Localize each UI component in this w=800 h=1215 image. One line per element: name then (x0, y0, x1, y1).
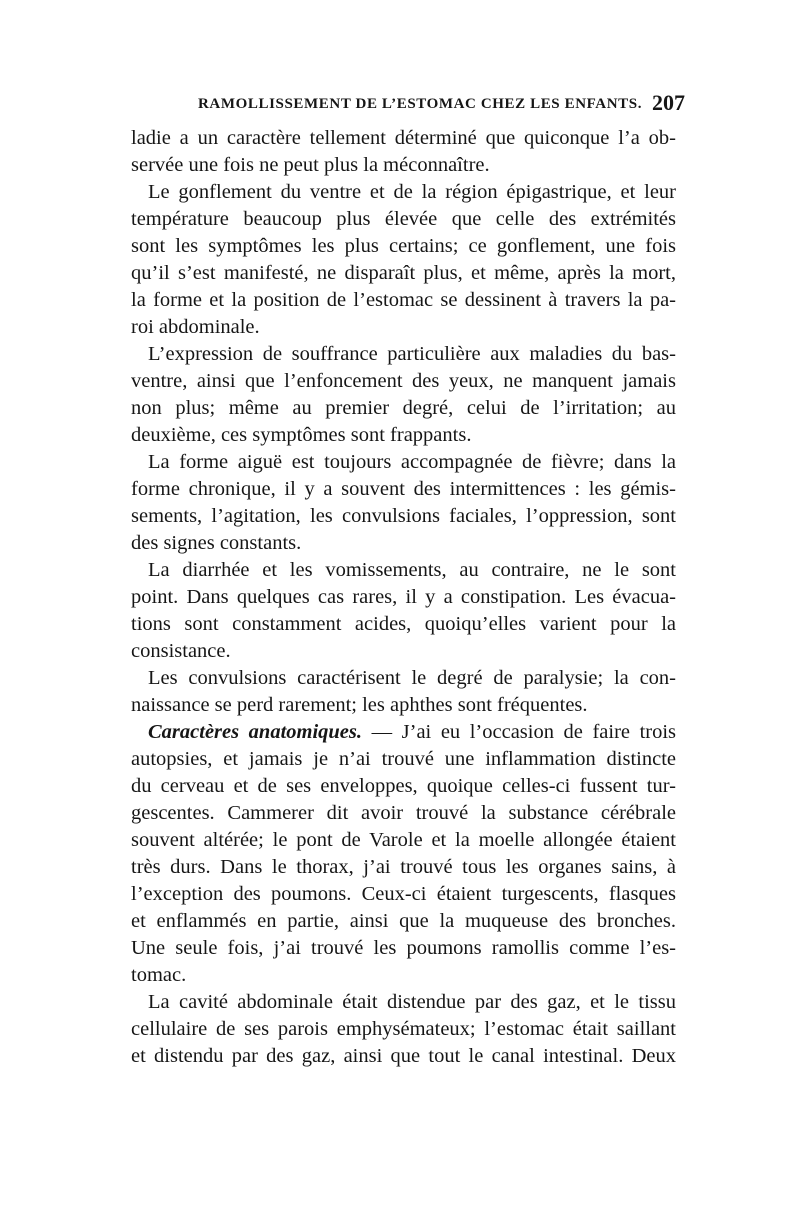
text-line: et distendu par des gaz, ainsi que tout le canal intestinal. Deux (131, 1045, 676, 1067)
text-line: tions sont constamment acides, quoiqu’elles varient pour la (131, 613, 676, 635)
text-line: roi abdominale. (131, 316, 260, 338)
text-line: Le gonflement du ventre et de la région épigastrique, et leur (148, 181, 676, 203)
text-line: La cavité abdominale était distendue par des gaz, et le tissu (148, 991, 676, 1013)
text-line: servée une fois ne peut plus la méconnaître. (131, 154, 490, 176)
text-line: très durs. Dans le thorax, j’ai trouvé tous les organes sains, à (131, 856, 676, 878)
text-line: du cerveau et de ses enveloppes, quoique celles-ci fussent tur- (131, 775, 676, 797)
text-line: non plus; même au premier degré, celui de l’irritation; au (131, 397, 676, 419)
text-line: La diarrhée et les vomissements, au contraire, ne le sont (148, 559, 676, 581)
text-line: tomac. (131, 964, 187, 986)
text-line: Les convulsions caractérisent le degré de paralysie; la con- (148, 667, 676, 689)
text-line: souvent altérée; le pont de Varole et la moelle allongée étaient (131, 829, 676, 851)
text-line: sont les symptômes les plus certains; ce gonflement, une fois (131, 235, 676, 257)
text-line: qu’il s’est manifesté, ne disparaît plus, et même, après la mort, (131, 262, 676, 284)
text-line: Une seule fois, j’ai trouvé les poumons ramollis comme l’es- (131, 937, 676, 959)
text-line: naissance se perd rarement; les aphthes sont fréquentes. (131, 694, 588, 716)
text-line: cellulaire de ses parois emphysémateux; l’estomac était saillant (131, 1018, 676, 1040)
page-number: 207 (652, 90, 685, 115)
running-header (160, 90, 685, 120)
text-line: l’exception des poumons. Ceux-ci étaient turgescents, flasques (131, 883, 676, 905)
text-line: et enflammés en partie, ainsi que la muqueuse des bronches. (131, 910, 676, 932)
text-line: La forme aiguë est toujours accompagnée de fièvre; dans la (148, 451, 676, 473)
text-line: L’expression de souffrance particulière aux maladies du bas- (148, 343, 676, 365)
text-line: ladie a un caractère tellement déterminé que quiconque l’a ob- (131, 127, 676, 149)
text-line: deuxième, ces symptômes sont frappants. (131, 424, 472, 446)
text-line: autopsies, et jamais je n’ai trouvé une inflammation distincte (131, 748, 676, 770)
italic-section-heading: Caractères anatomiques. (148, 721, 363, 743)
text-line: sements, l’agitation, les convulsions faciales, l’oppression, sont (131, 505, 676, 527)
text-line: ventre, ainsi que l’enfoncement des yeux, ne manquent jamais (131, 370, 676, 392)
text-line: température beaucoup plus élevée que celle des extrémités (131, 208, 676, 230)
text-line-with-heading (131, 719, 676, 746)
text-line: la forme et la position de l’estomac se dessinent à travers la pa- (131, 289, 676, 311)
text-line: des signes constants. (131, 532, 302, 554)
text-line: point. Dans quelques cas rares, il y a constipation. Les évacua- (131, 586, 676, 608)
running-title: RAMOLLISSEMENT DE L’ESTOMAC CHEZ LES ENFANTS. (198, 96, 643, 112)
text-line-remainder: — J’ai eu l’occasion de faire trois (371, 721, 677, 743)
text-line: forme chronique, il y a souvent des intermittences : les gémis- (131, 478, 676, 500)
text-line: gescentes. Cammerer dit avoir trouvé la substance cérébrale (131, 802, 676, 824)
text-line: consistance. (131, 640, 231, 662)
